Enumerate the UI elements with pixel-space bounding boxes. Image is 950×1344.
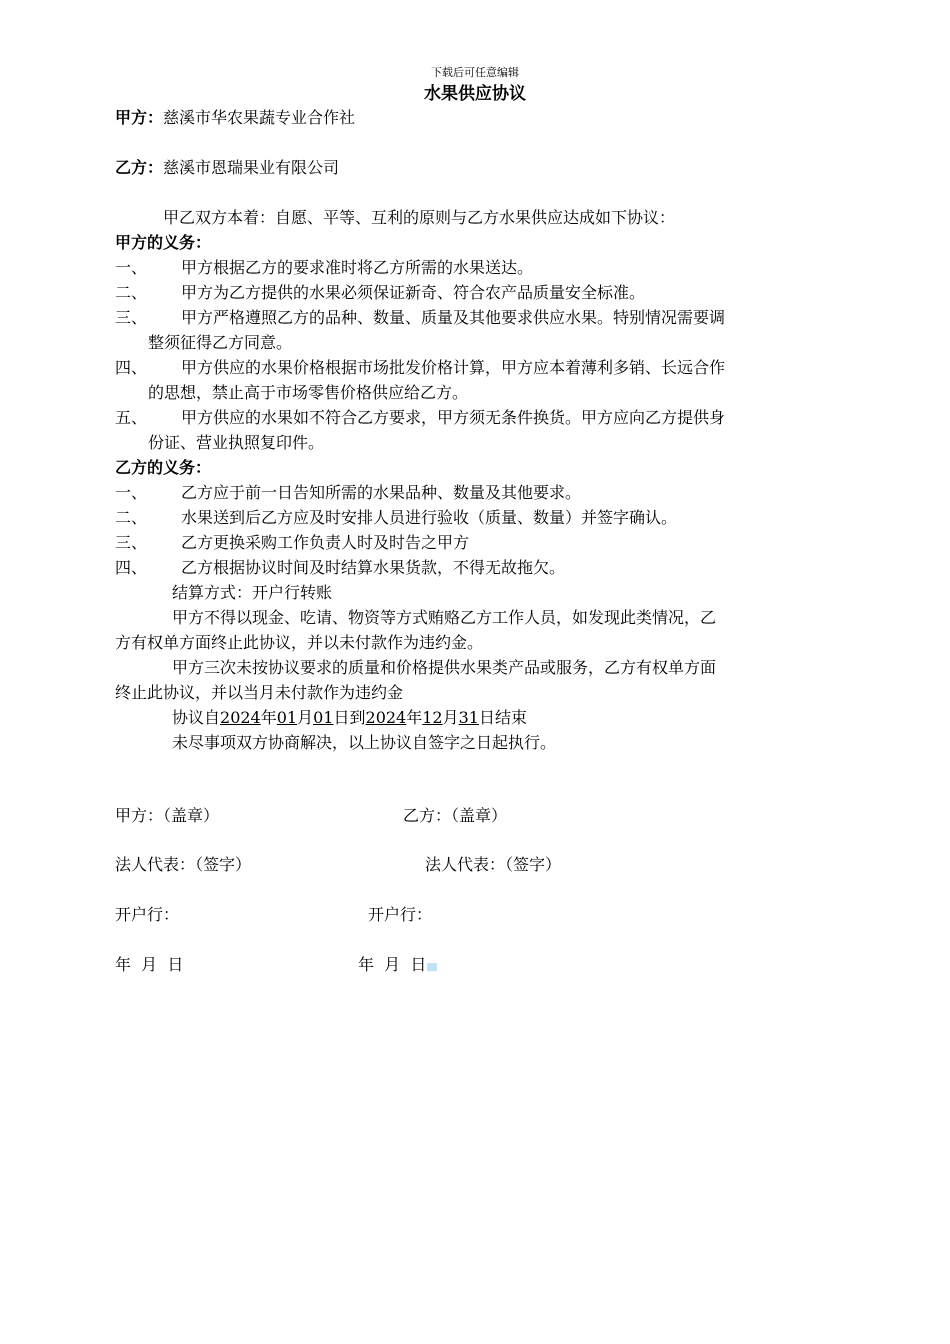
party-a-date: 年 月 日 (115, 955, 184, 974)
item-number: 三、 (115, 308, 148, 327)
quality-clause-line1: 甲方三次未按协议要求的质量和价格提供水果类产品或服务，乙方有权单方面 (172, 658, 717, 677)
party-b-date-line (358, 953, 437, 977)
obligation-a-item (115, 281, 840, 305)
item-text: 乙方根据协议时间及时结算水果货款，不得无故拖欠。 (181, 558, 566, 577)
start-year: 2024 (220, 708, 261, 727)
start-month: 01 (276, 708, 298, 727)
year-unit: 年 (406, 708, 423, 727)
month-unit: 月 (442, 708, 459, 727)
item-continuation: 的思想，禁止高于市场零售价格供应给乙方。 (148, 383, 469, 402)
end-month: 12 (422, 708, 443, 727)
party-b-seal: 乙方：（盖章） (403, 806, 508, 825)
day-unit: 日 (478, 708, 495, 727)
start-day: 01 (313, 708, 334, 727)
month-unit: 月 (297, 708, 314, 727)
item-text: 甲方严格遵照乙方的品种、数量、质量及其他要求供应水果。特别情况需要调 (181, 308, 726, 327)
bribery-clause-line2: 方有权单方面终止此协议，并以未付款作为违约金。 (115, 633, 484, 652)
party-b-line (115, 156, 840, 180)
item-number: 一、 (115, 258, 148, 277)
obligations-b-heading: 乙方的义务： (115, 458, 212, 477)
obligation-a-item (115, 356, 840, 380)
item-number: 四、 (115, 558, 148, 577)
item-number: 二、 (115, 283, 148, 302)
header-note: 下载后可任意编辑 (431, 66, 519, 79)
end-year: 2024 (365, 708, 407, 727)
item-number: 五、 (115, 408, 148, 427)
bribery-clause-line1: 甲方不得以现金、吃请、物资等方式贿赂乙方工作人员，如发现此类情况，乙 (172, 608, 717, 627)
obligation-a-item (115, 256, 840, 280)
obligation-b-item (115, 556, 840, 580)
item-text: 水果送到后乙方应及时安排人员进行验收（质量、数量）并签字确认。 (181, 508, 678, 527)
end-day: 31 (458, 708, 479, 727)
item-number: 一、 (115, 483, 148, 502)
quality-clause-line2: 终止此协议，并以当月未付款作为违约金 (115, 683, 404, 702)
party-b-name: 慈溪市恩瑞果业有限公司 (163, 158, 340, 177)
obligation-b-item (115, 531, 840, 555)
document-title: 水果供应协议 (424, 84, 526, 104)
item-text: 甲方为乙方提供的水果必须保证新奇、符合农产品质量安全标准。 (181, 283, 646, 302)
obligation-b-item (115, 506, 840, 530)
party-b-date: 年 月 日 (358, 955, 427, 974)
party-a-label: 甲方： (115, 108, 164, 127)
obligations-a-heading: 甲方的义务： (115, 233, 212, 252)
party-b-representative: 法人代表：（签字） (425, 855, 562, 874)
item-text: 甲方供应的水果价格根据市场批发价格计算，甲方应本着薄利多销、长远合作 (181, 358, 726, 377)
text-cursor-marker (427, 963, 437, 971)
item-text: 乙方更换采购工作负责人时及时告之甲方 (181, 533, 470, 552)
party-a-representative: 法人代表：（签字） (115, 855, 252, 874)
item-number: 二、 (115, 508, 148, 527)
item-continuation: 整须征得乙方同意。 (148, 333, 293, 352)
term-to: 到 (349, 708, 366, 727)
settlement-method: 结算方式：开户行转账 (172, 583, 333, 602)
day-unit: 日 (333, 708, 350, 727)
party-a-bank: 开户行： (115, 905, 180, 924)
term-clause (172, 706, 897, 730)
item-number: 三、 (115, 533, 148, 552)
item-text: 甲方供应的水果如不符合乙方要求，甲方须无条件换货。甲方应向乙方提供身 (181, 408, 726, 427)
party-b-label: 乙方： (115, 158, 164, 177)
obligation-b-item (115, 481, 840, 505)
obligation-a-item (115, 406, 840, 430)
party-b-bank: 开户行： (368, 905, 433, 924)
item-continuation: 份证、营业执照复印件。 (148, 433, 325, 452)
item-number: 四、 (115, 358, 148, 377)
year-unit: 年 (260, 708, 277, 727)
term-prefix: 协议自 (172, 708, 221, 727)
party-a-seal: 甲方：（盖章） (115, 806, 220, 825)
obligation-a-item (115, 306, 840, 330)
closing-clause: 未尽事项双方协商解决，以上协议自签字之日起执行。 (172, 733, 557, 752)
item-text: 甲方根据乙方的要求准时将乙方所需的水果送达。 (181, 258, 534, 277)
item-text: 乙方应于前一日告知所需的水果品种、数量及其他要求。 (181, 483, 582, 502)
term-suffix: 结束 (495, 708, 528, 727)
party-a-line (115, 106, 840, 130)
intro-paragraph: 甲乙双方本着：自愿、平等、互利的原则与乙方水果供应达成如下协议： (163, 208, 676, 227)
party-a-name: 慈溪市华农果蔬专业合作社 (163, 108, 356, 127)
